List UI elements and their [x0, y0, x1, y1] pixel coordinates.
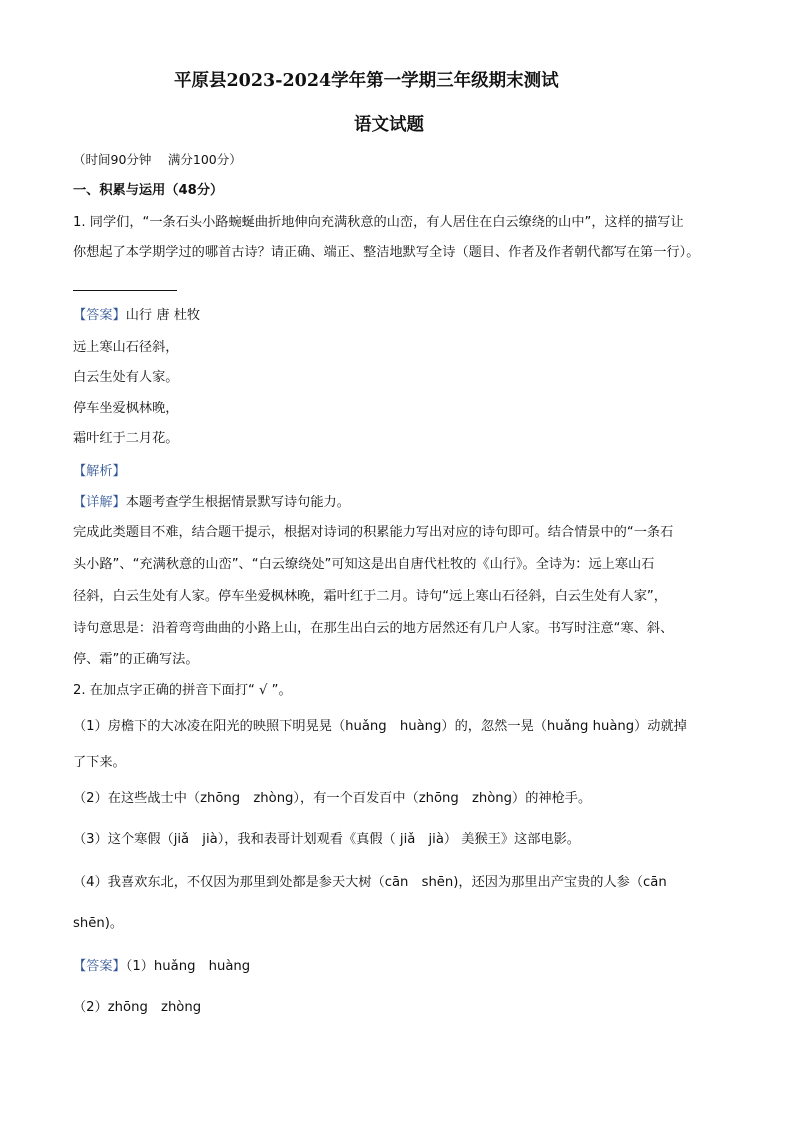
answer-text: （1）huǎng huàng — [125, 959, 251, 974]
question-2-item: shēn)。 — [73, 916, 124, 931]
question-2-item: （3）这个寒假（jiǎ jià），我和表哥计划观看《真假（ jiǎ jià） 美猴王》这部电影。 — [73, 832, 580, 847]
exam-subtitle: 语文试题 — [354, 115, 424, 135]
answer-tag: 【答案】 — [73, 308, 126, 323]
detail-text: 本题考查学生根据情景默写诗句能力。 — [125, 495, 350, 510]
question-2-item: （4）我喜欢东北，不仅因为那里到处都是参天大树（cān shēn)，还因为那里出产宝贵的人参（cān — [73, 875, 667, 890]
question-1-answer — [73, 307, 200, 325]
question-1-line-2: 你想起了本学期学过的哪首古诗？请正确、端正、整洁地默写全诗（题目、作者及作者朝代都写在第一行）。 — [73, 245, 700, 260]
question-2-answer — [73, 958, 250, 976]
question-2-answer-line: （2）zhōng zhòng — [73, 1000, 202, 1015]
poem-line: 白云生处有人家。 — [73, 370, 179, 385]
answer-text: 山行 唐 杜牧 — [125, 308, 201, 323]
detail-first-line — [73, 494, 350, 512]
exam-time-score: （时间90分钟 满分100分） — [73, 152, 242, 167]
detail-line: 完成此类题目不难，结合题干提示，根据对诗词的积累能力写出对应的诗句即可。结合情景中的“一条石 — [73, 525, 674, 540]
question-2-item: （2）在这些战士中（zhōng zhòng），有一个百发百中（zhōng zhòng）的神枪手。 — [73, 791, 592, 806]
answer-tag: 【答案】 — [73, 959, 126, 974]
detail-tag: 【详解】 — [73, 495, 126, 510]
detail-line: 诗句意思是：沿着弯弯曲曲的小路上山，在那生出白云的地方居然还有几户人家。书写时注意“寒、斜、 — [73, 621, 674, 636]
detail-line: 径斜，白云生处有人家。停车坐爱枫林晚，霜叶红于二月。诗句“远上寒山石径斜，白云生处有人家”， — [73, 589, 667, 604]
poem-line: 停车坐爱枫林晚， — [73, 401, 179, 416]
detail-line: 头小路”、“充满秋意的山峦”、“白云缭绕处”可知这是出自唐代杜牧的《山行》。全诗为：远上寒山石 — [73, 557, 655, 572]
detail-line: 停、霜”的正确写法。 — [73, 652, 199, 667]
question-2-item: （1）房檐下的大冰凌在阳光的映照下明晃晃（huǎng huàng）的，忽然一晃（huǎng huàng）动就掉 — [73, 719, 687, 734]
answer-blank-line — [73, 290, 177, 291]
poem-line: 远上寒山石径斜， — [73, 340, 179, 355]
poem-line: 霜叶红于二月花。 — [73, 431, 179, 446]
question-1-line-1: 1. 同学们，“一条石头小路蜿蜒曲折地伸向充满秋意的山峦，有人居住在白云缭绕的山中”，这样的描写让 — [73, 215, 684, 230]
analysis-tag: 【解析】 — [73, 464, 126, 479]
section-heading: 一、积累与运用（48分） — [73, 183, 224, 198]
exam-title: 平原县2023-2024学年第一学期三年级期末测试 — [174, 71, 559, 91]
question-2-stem: 2. 在加点字正确的拼音下面打“ √ ”。 — [73, 683, 292, 698]
question-2-item: 了下来。 — [73, 755, 126, 770]
